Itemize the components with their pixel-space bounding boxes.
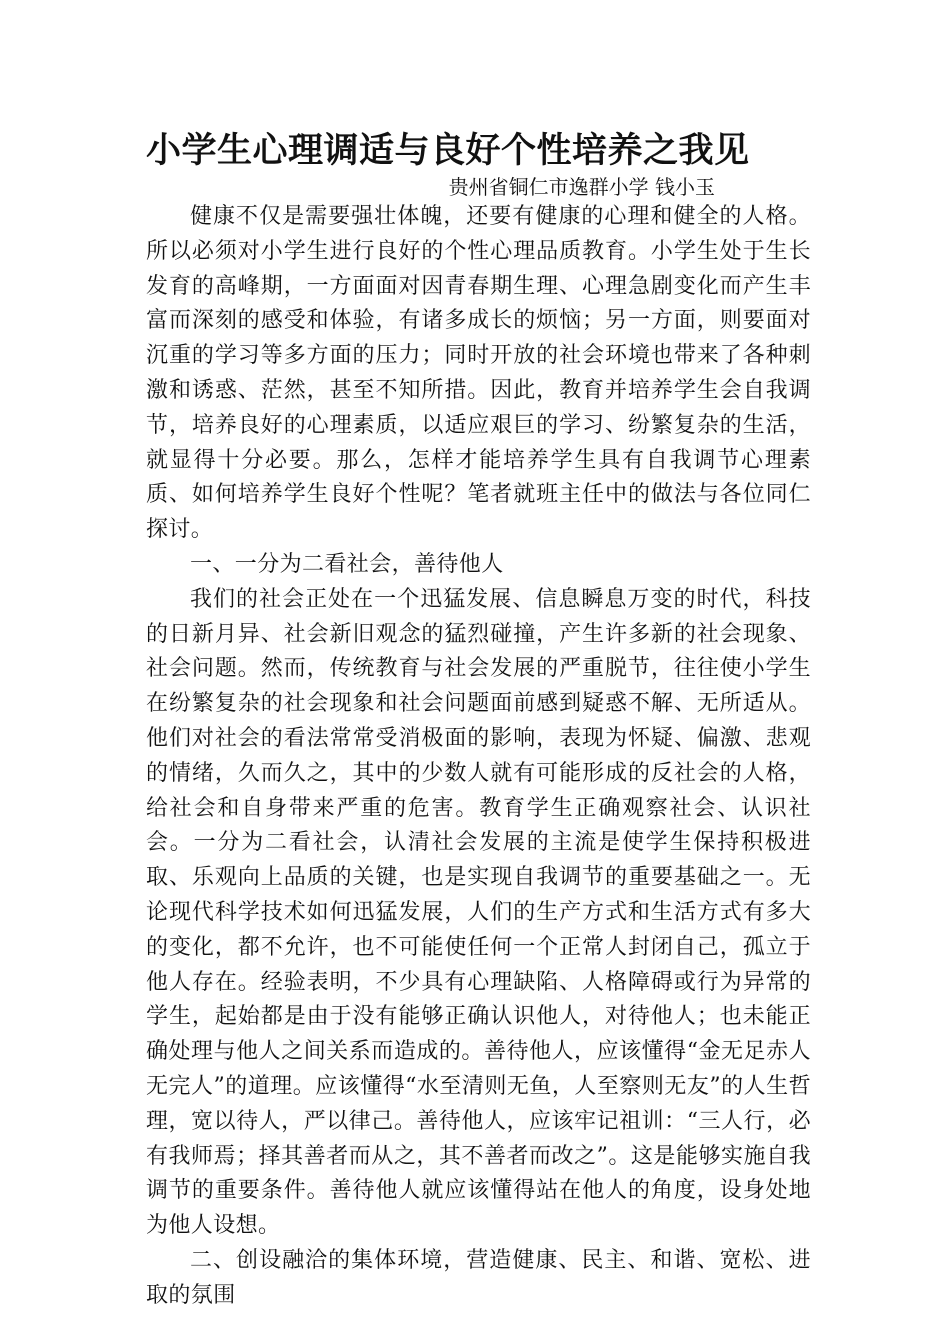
document-page: [146, 128, 811, 1314]
paragraph-intro: 健康不仅是需要强壮体魄，还要有健康的心理和健全的人格。所以必须对小学生进行良好的个性心理品质教育。小学生处于生长发育的高峰期，一方面面对因青春期生理、心理急剧变化而产生丰富而深刻的感受和体验，有诸多成长的烦恼；另一方面，则要面对沉重的学习等多方面的压力；同时开放的社会环境也带来了各种刺激和诱惑、茫然，甚至不知所措。因此，教育并培养学生会自我调节，培养良好的心理素质，以适应艰巨的学习、纷繁复杂的生活，就显得十分必要。那么，怎样才能培养学生具有自我调节心理素质、如何培养学生良好个性呢？笔者就班主任中的做法与各位同仁探讨。: [146, 204, 811, 543]
section-heading-2: 二、创设融洽的集体环境，营造健康、民主、和谐、宽松、进取的氛围: [146, 1247, 811, 1308]
paragraph-section-1: 我们的社会正处在一个迅猛发展、信息瞬息万变的时代，科技的日新月异、社会新旧观念的猛烈碰撞，产生许多新的社会现象、社会问题。然而，传统教育与社会发展的严重脱节，往往使小学生在纷繁复杂的社会现象和社会问题面前感到疑惑不解、无所适从。他们对社会的看法常常受消极面的影响，表现为怀疑、偏激、悲观的情绪，久而久之，其中的少数人就有可能形成的反社会的人格，给社会和自身带来严重的危害。教育学生正确观察社会、认识社会。一分为二看社会，认清社会发展的主流是使学生保持积极进取、乐观向上品质的关键，也是实现自我调节的重要基础之一。无论现代科学技术如何迅猛发展，人们的生产方式和生活方式有多大的变化，都不允许，也不可能使任何一个正常人封闭自己，孤立于他人存在。经验表明，不少具有心理缺陷、人格障碍或行为异常的学生，起始都是由于没有能够正确认识他人，对待他人；也未能正确处理与他人之间关系而造成的。善待他人，应该懂得“金无足赤人无完人”的道理。应该懂得“水至清则无鱼，人至察则无友”的人生哲理，宽以待人，严以律己。善待他人，应该牢记祖训：“三人行，必有我师焉；择其善者而从之，其不善者而改之”。这是能够实施自我调节的重要条件。善待他人就应该懂得站在他人的角度，设身处地为他人设想。: [146, 586, 811, 1239]
section-heading-1: 一、一分为二看社会，善待他人: [190, 551, 504, 577]
author-line: 贵州省铜仁市逸群小学 钱小玉: [448, 175, 715, 199]
document-title: 小学生心理调适与良好个性培养之我见: [146, 131, 750, 171]
document-body: [146, 200, 811, 1314]
